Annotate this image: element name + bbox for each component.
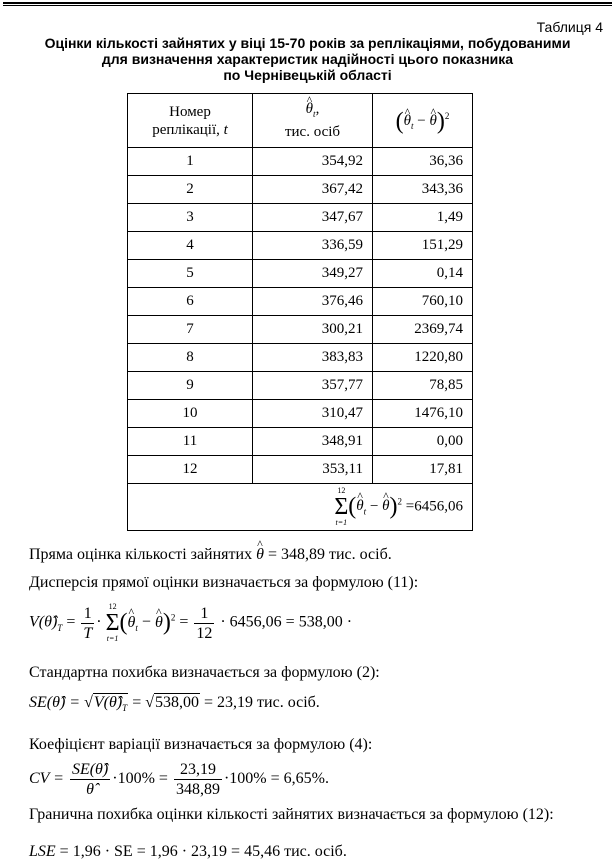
theta-estimate-cell: 300,21: [253, 316, 373, 344]
se-formula: SE(θ̂) = $√V(\thetâ)_T = √538,00 = 23,19$ тис. осіб.: [29, 694, 320, 714]
squared-deviation-cell: 36,36: [373, 148, 473, 176]
replication-number-cell: 1: [128, 148, 253, 176]
squared-deviation-cell: 2369,74: [373, 316, 473, 344]
formula-lhs: SE(θ̂) =: [29, 694, 81, 711]
unit-label: тис. осіб.: [328, 546, 392, 563]
caption-line: для визначення характеристик надійності цього показника: [101, 51, 514, 67]
replication-number-cell: 3: [128, 204, 253, 232]
cv-result: ·100% = 6,65%.: [223, 770, 329, 788]
replication-number-cell: 6: [128, 288, 253, 316]
table-number: Таблиця 4: [536, 19, 603, 35]
top-rule-thin: [3, 5, 612, 6]
header-unit: тис. осіб: [284, 124, 341, 140]
cv-formula: CV = $\frac{SE(\thetâ)}{\thetâ}$ ·100% = $\frac{23,19}{348,89}$ ·100% = 6,65%.: [29, 761, 329, 798]
theta-estimate-cell: 353,11: [253, 456, 373, 484]
theta-estimate-cell: 348,91: [253, 428, 373, 456]
direct-estimate-label: Пряма оцінка кількості зайнятих: [29, 546, 253, 563]
sum-value: =6456,06: [405, 498, 463, 515]
squared-deviation-cell: 1220,80: [373, 344, 473, 372]
header-replication-number: [128, 94, 253, 148]
table-row: [128, 288, 473, 316]
theta-estimate-cell: 347,67: [253, 204, 373, 232]
table-row: [128, 428, 473, 456]
sum-symbol: 12 Σ t=1: [105, 602, 120, 643]
fraction: $\frac{1}{T}$: [83, 604, 93, 642]
header-squared-deviation: (^ $\theta_t$ − ^ θ)$^2$: [373, 94, 473, 148]
cv-heading: Коефіцієнт варіації визначається за формулою (4):: [29, 736, 373, 753]
table-row: [128, 316, 473, 344]
lse-formula: [29, 843, 347, 861]
header-text: Номер: [169, 103, 211, 120]
squared-deviation-cell: 0,00: [373, 428, 473, 456]
theta-hat-symbol: ^ θ: [306, 100, 313, 118]
theta-estimate-cell: 376,46: [253, 288, 373, 316]
lse-heading: Гранична похибка оцінки кількості зайнятих визначається за формулою (12):: [29, 806, 554, 823]
theta-estimate-cell: 357,77: [253, 372, 373, 400]
squared-deviation-cell: 760,10: [373, 288, 473, 316]
replication-number-cell: 12: [128, 456, 253, 484]
subscript: t: [313, 109, 316, 119]
squared-deviation-cell: 1,49: [373, 204, 473, 232]
table-sum-row: [128, 484, 473, 531]
lse-result: = 1,96 · SE = 1,96 · 23,19 = 45,46 тис. осіб.: [59, 843, 347, 860]
table-row: [128, 176, 473, 204]
header-theta-estimate: ^ $\theta_t$, тис. осіб: [253, 94, 373, 148]
replication-number-cell: 10: [128, 400, 253, 428]
theta-estimate-cell: 383,83: [253, 344, 373, 372]
table-row: [128, 232, 473, 260]
theta-estimate-cell: 354,92: [253, 148, 373, 176]
sum-cell: 12 Σ t=1(^ $\theta_t$ − ^ θ)$^2$ =6456,06: [128, 484, 473, 531]
theta-estimate-cell: 349,27: [253, 260, 373, 288]
squared-deviation-cell: 343,36: [373, 176, 473, 204]
squared-deviation-cell: 0,14: [373, 260, 473, 288]
table-row: [128, 148, 473, 176]
table-row: [128, 260, 473, 288]
variance-formula: $V(\thetâ)_T$ = $\frac{1}{T}$ · 12 Σ t=1(^ $\theta_t$ − ^ θ)$^2$ = $\frac{1}{12}$ · 6456,06 = 538,00 ·: [29, 602, 352, 644]
theta-estimate-cell: 367,42: [253, 176, 373, 204]
table-row: [128, 400, 473, 428]
se-result: = 23,19: [204, 694, 254, 711]
header-text: реплікації,: [152, 121, 220, 138]
variance-result: · 6456,06 = 538,00 ·: [220, 613, 353, 631]
table-row: [128, 204, 473, 232]
top-rule: [3, 2, 612, 4]
table-row: [128, 344, 473, 372]
theta-estimate-cell: 336,59: [253, 232, 373, 260]
fraction: $\frac{1}{12}$: [196, 604, 213, 642]
sqrt-value: 538,00: [155, 694, 199, 711]
table-header-row: [128, 94, 473, 148]
table-row: [128, 456, 473, 484]
fraction: $\frac{23,19}{348,89}$: [175, 761, 220, 798]
unit-label: тис. осіб.: [257, 694, 320, 711]
squared-deviation-cell: 1476,10: [373, 400, 473, 428]
replication-number-cell: 4: [128, 232, 253, 260]
direct-estimate-value: = 348,89: [267, 546, 325, 563]
replication-number-cell: 8: [128, 344, 253, 372]
variance-heading: Дисперсія прямої оцінки визначається за формулою (11):: [29, 574, 419, 591]
caption-line: по Чернівецькій області: [223, 67, 392, 83]
header-variable: t: [223, 121, 228, 138]
replication-number-cell: 9: [128, 372, 253, 400]
se-heading: Стандартна похибка визначається за формулою (2):: [29, 664, 380, 681]
sum-symbol: 12 Σ t=1: [334, 486, 349, 527]
replications-table: [127, 93, 473, 531]
table-row: [128, 372, 473, 400]
replication-number-cell: 5: [128, 260, 253, 288]
theta-estimate-cell: 310,47: [253, 400, 373, 428]
squared-deviation-cell: 78,85: [373, 372, 473, 400]
direct-estimate-line: Пряма оцінка кількості зайнятих ^ θ = 348,89 тис. осіб.: [29, 546, 392, 564]
replication-number-cell: 2: [128, 176, 253, 204]
caption-line: Оцінки кількості зайнятих у віці 15-70 років за реплікаціями, побудованими: [44, 35, 571, 51]
fraction: $\frac{SE(\thetâ)}{\thetâ}$: [71, 761, 109, 798]
formula-lhs: V(θ̂): [29, 613, 58, 631]
replication-number-cell: 7: [128, 316, 253, 344]
squared-deviation-cell: 17,81: [373, 456, 473, 484]
replication-number-cell: 11: [128, 428, 253, 456]
squared-deviation-cell: 151,29: [373, 232, 473, 260]
table-caption: [0, 35, 615, 83]
formula-lhs: LSE: [29, 843, 56, 860]
formula-lhs: CV =: [29, 770, 64, 788]
